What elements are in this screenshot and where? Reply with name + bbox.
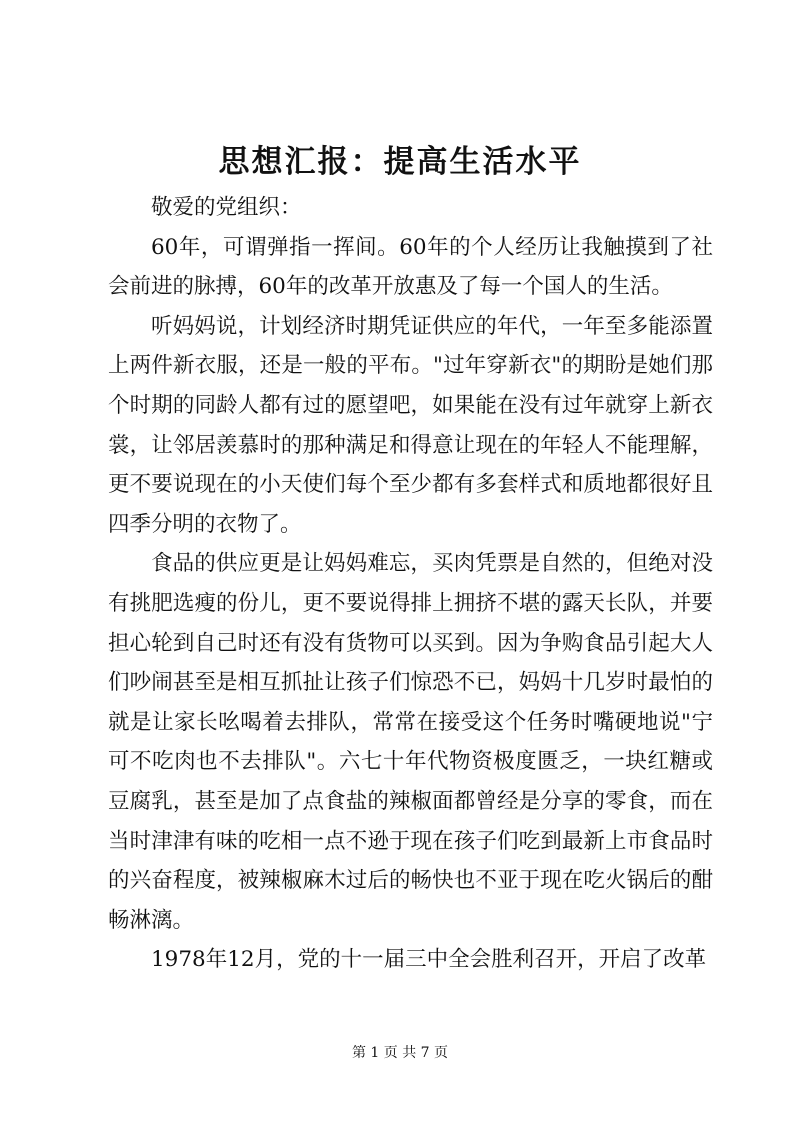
paragraph-4: 1978年12月，党的十一届三中全会胜利召开，开启了改革 xyxy=(151,947,707,973)
document-body xyxy=(108,188,713,980)
paragraph-3: 食品的供应更是让妈妈难忘，买肉凭票是自然的，但绝对没有挑肥选瘦的份儿，更不要说得排上拥挤不堪的露天长队，并要担心轮到自己时还有没有货物可以买到。因为争购食品引起大人们吵闹甚至是相互抓扯让孩子们惊恐不已，妈妈十几岁时最怕的就是让家长吆喝着去排队，常常在接受这个任务时嘴硬地说"宁可不吃肉也不去排队"。六七十年代物资极度匮乏，一块红糖或豆腐乳，甚至是加了点食盐的辣椒面都曾经是分享的零食，而在当时津津有味的吃相一点不逊于现在孩子们吃到最新上市食品时的兴奋程度，被辣椒麻木过后的畅快也不亚于现在吃火锅后的酣畅淋漓。 xyxy=(108,551,713,933)
paragraph-1: 60年，可谓弹指一挥间。60年的个人经历让我触摸到了社会前进的脉搏，60年的改革开放惠及了每一个国人的生活。 xyxy=(108,234,713,300)
document-title: 思想汇报：提高生活水平 xyxy=(218,144,582,180)
salutation: 敬爱的党组织： xyxy=(151,195,302,220)
page-footer: 第 1 页 共 7 页 xyxy=(351,1045,449,1061)
paragraph-2: 听妈妈说，计划经济时期凭证供应的年代，一年至多能添置上两件新衣服，还是一般的平布。"过年穿新衣"的期盼是她们那个时期的同龄人都有过的愿望吧，如果能在没有过年就穿上新衣裳，让邻居羡慕时的那种满足和得意让现在的年轻人不能理解，更不要说现在的小天使们每个至少都有多套样式和质地都很好且四季分明的衣物了。 xyxy=(108,313,713,537)
